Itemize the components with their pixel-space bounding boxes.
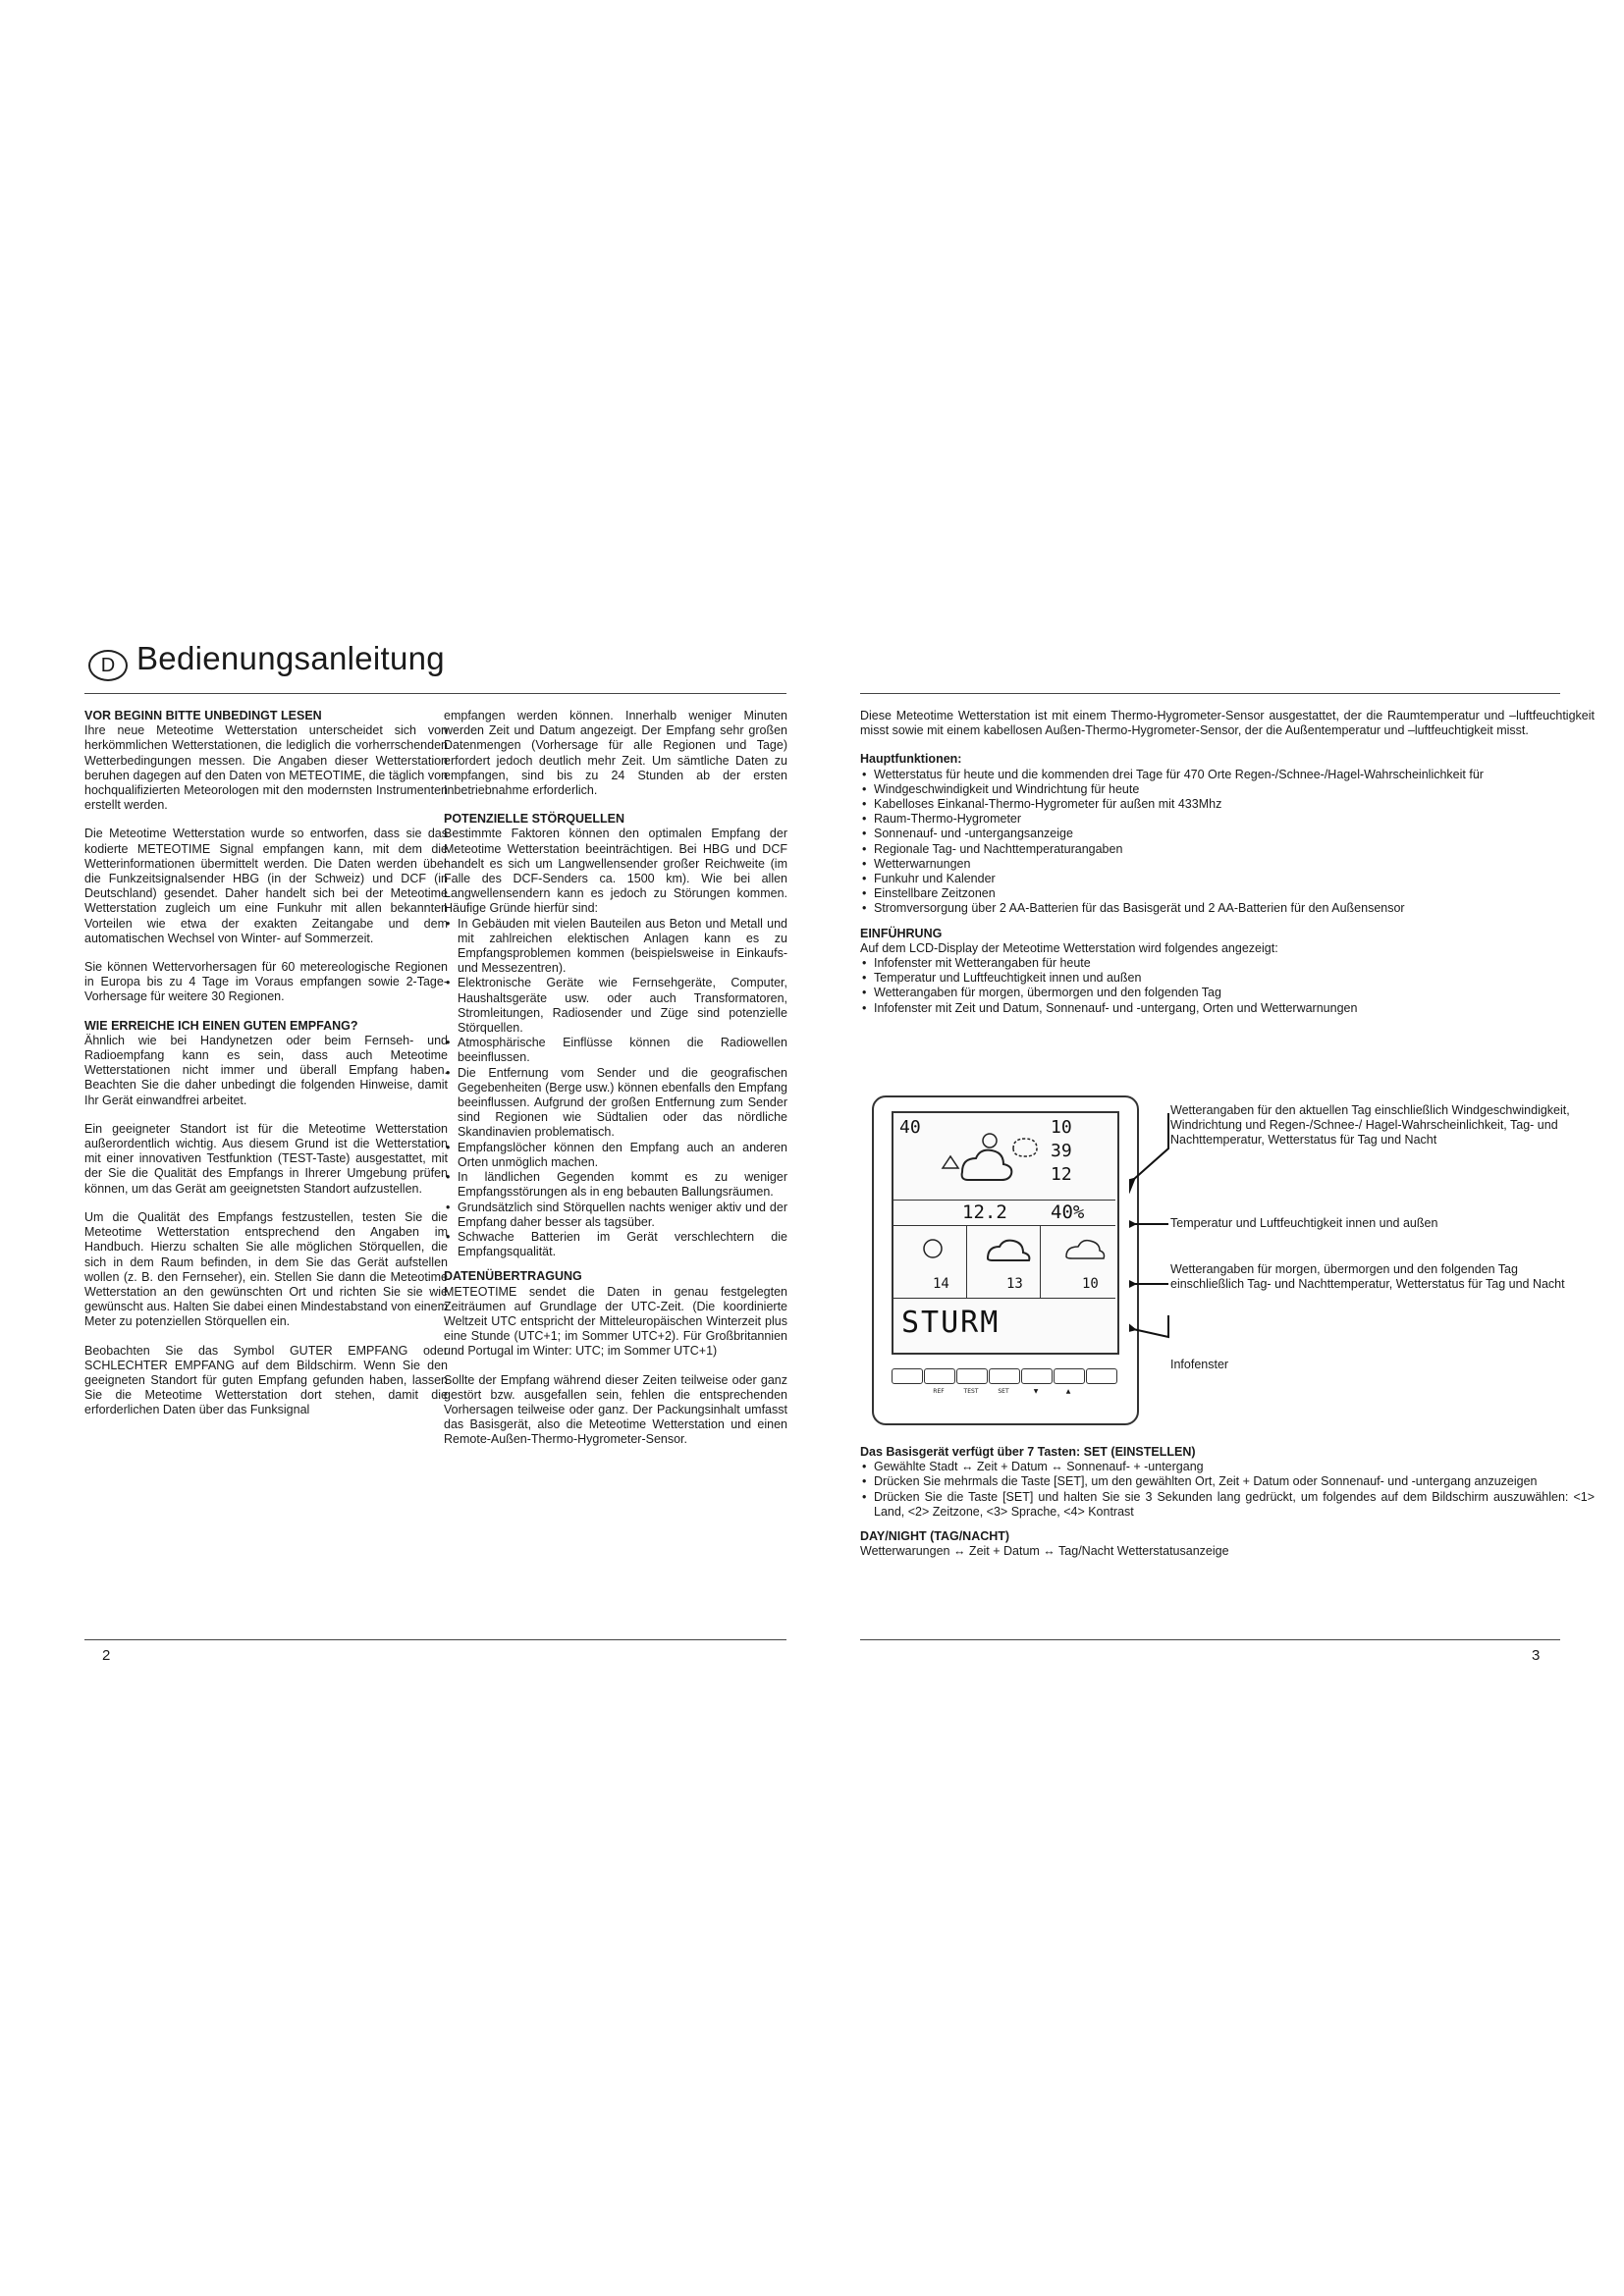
paragraph: Die Meteotime Wetterstation wurde so entworfen, dass sie das kodierte METEOTIME Signal empfangen kann, mit dem die Wetterinformationen übermittelt werden. Die Daten werden über die Funkzeitsignalsender HBG (in der Schweiz) und DCF (in Deutschland) gesendet. Daher handelt sich bei der Meteotime Wetterstation zugleich um eine Funkuhr mit allen bekannten Vorteilen wie etwa der exakten Zeitangabe und dem automatischen Wechsel von Winter- auf Sommerzeit. [84,827,448,945]
bottom-rule-left [84,1639,786,1640]
paragraph: Ihre neue Meteotime Wetterstation unterscheidet sich von herkömmlichen Wetterstationen, die lediglich die vorherrschenden Wetterbedingungen messen. Die Angaben dieser Wetterstation beruhen dagegen auf den Daten von METEOTIME, die täglich von hochqualifizierten Meteorologen mit den modernsten Instrumenten erstellt werden. [84,723,448,813]
today-value-2: 39 [1051,1141,1072,1161]
paragraph: Ähnlich wie bei Handynetzen oder beim Fernseh- und Radioempfang kann es sein, dass auch Meteotime Wetterstationen nicht immer und überall Empfang haben. Beachten Sie die daher unbedingt die folgenden Hinweise, damit Ihr Gerät einwandfrei arbeitet. [84,1033,448,1107]
list-item: • Schwache Batterien im Gerät verschlechtern die Empfangsqualität. [444,1230,787,1259]
list-item: • Windgeschwindigkeit und Windrichtung für heute [860,782,1595,797]
device-button-label: ▲ [1065,1388,1071,1395]
paragraph: Um die Qualität des Empfangs festzustellen, testen Sie die Meteotime Wetterstation entsprechend den Angaben im Handbuch. Hierzu schalten Sie alle möglichen Störquellen, die sich in dem Raum befinden, in dem Sie das Gerät aufstellen wollen (z. B. den Fernseher), ein. Stellen Sie dann die Meteotime Wetterstation an den gewünschten Ort und richten Sie sie wie gewünscht aus. Halten Sie dabei einen Mindestabstand von einem Meter zu potenziellen Störquellen ein. [84,1209,448,1329]
list-item: • Regionale Tag- und Nachttemperaturangaben [860,842,1595,857]
introduction-list [860,956,1595,1016]
top-rule-right [860,693,1560,694]
list-item: • Wetterwarnungen [860,857,1595,872]
forecast-weather-icons [903,1229,1110,1272]
keys-heading: Das Basisgerät verfügt über 7 Tasten: SET (EINSTELLEN) [860,1445,1196,1459]
forecast-day-3-temp: 10 [1082,1276,1099,1292]
section-heading: DATENÜBERTRAGUNG [444,1269,582,1284]
lcd-screen [892,1111,1119,1355]
wind-speed: 40 [899,1117,921,1138]
list-item: • Drücken Sie die Taste [SET] und halten Sie sie 3 Sekunden lang gedrückt, um folgendes auf dem Bildschirm auszuwählen: <1> Land, <2> Zeitzone, <3> Sprache, <4> Kontrast [860,1490,1595,1520]
list-item: • Sonnenauf- und -untergangsanzeige [860,827,1595,841]
list-item: • Temperatur und Luftfeuchtigkeit innen und außen [860,971,1595,986]
indoor-temperature: 12.2 [962,1201,1007,1223]
callout-today: Wetterangaben für den aktuellen Tag einschließlich Windgeschwindigkeit, Windrichtung und Regen-/Schnee-/ Hagel-Wahrscheinlichkeit, Tag- und Nachttemperatur, Wetterstatus für Tag und Nacht [1170,1103,1570,1148]
paragraph: Bestimmte Faktoren können den optimalen Empfang der Meteotime Wetterstation beeinträchtigen. Bei HBG und DCF handelt es sich um Langwellensender großer Reichweite (im Falle des DCF-Senders ca. 1500 km). Wie bei allen Langwellensendern kann es jedoch zu Störungen kommen. Häufige Gründe hierfür sind: [444,827,787,916]
paragraph: empfangen werden können. Innerhalb weniger Minuten werden Zeit und Datum angezeigt. Der Empfang sehr großen Datenmengen (Vorhersage für alle Regionen und Tage) erfordert jedoch deutlich mehr Zeit. Um sämtliche Daten zu empfangen, sind bis zu 24 Stunden ab der ersten Inbetriebnahme erforderlich. [444,709,787,798]
right-page-bottom [860,1445,1595,1559]
left-page-column-2 [444,709,787,1462]
list-item: • Einstellbare Zeitzonen [860,886,1595,901]
paragraph: Ein geeigneter Standort ist für die Meteotime Wetterstation außerordentlich wichtig. Aus diesem Grund ist die Wetterstation mit einer innovativen Testfunktion (TEST-Taste) ausgestattet, mit der Sie die Qualität des Empfangs in Ihrerer Umgebung prüfen können, um das Gerät am geeignetsten Standort aufzustellen. [84,1121,448,1196]
forecast-day-2-temp: 13 [1006,1276,1023,1292]
list-item: • Empfangslöcher können den Empfang auch an anderen Orten unmöglich machen. [444,1141,787,1170]
callout-forecast: Wetterangaben für morgen, übermorgen und den folgenden Tag einschließlich Tag- und Nachttemperatur, Wetterstatus für Tag und Nacht [1170,1262,1565,1292]
list-item: • Infofenster mit Wetterangaben für heute [860,956,1595,971]
today-weather-icon [933,1127,1041,1188]
device-button [1054,1368,1085,1384]
list-item: • Die Entfernung vom Sender und die geografischen Gegebenheiten (Berge usw.) können ebenfalls den Empfang beeinflussen. Aufgrund der großen Entfernung zum Sender sind Regionen wie Südtalien oder das nördliche Skandinavien problematisch. [444,1066,787,1141]
info-window-text: STURM [901,1306,1001,1340]
device-button-label: ▼ [1033,1388,1039,1395]
list-item: • In Gebäuden mit vielen Bauteilen aus Beton und Metall und mit zahlreichen elektischen Anlagen kann es zu Empfangsproblemen kommen (beispielsweise in Einkaufs- und Messezentren). [444,917,787,977]
list-item: • Kabelloses Einkanal-Thermo-Hygrometer für außen mit 433Mhz [860,797,1595,812]
bullet-list [444,917,787,1260]
list-item: • Wetterstatus für heute und die kommenden drei Tage für 470 Orte Regen-/Schnee-/Hagel-Wahrscheinlichkeit für [860,768,1595,782]
daynight-text: Wetterwarungen ↔ Zeit + Datum ↔ Tag/Nacht Wetterstatusanzeige [860,1544,1229,1559]
paragraph: Sie können Wettervorhersagen für 60 metereologische Regionen in Europa bis zu 4 Tage im Voraus empfangen sowie 2-Tage-Vorhersage für weitere 30 Regionen. [84,960,448,1004]
list-item: • Raum-Thermo-Hygrometer [860,812,1595,827]
list-item: • Elektronische Geräte wie Fernsehgeräte, Computer, Haushaltsgeräte usw. oder auch Transformatoren, Stromleitungen, Radiosender und Züge sind potenzielle Störquellen. [444,976,787,1036]
callout-indoor-outdoor: Temperatur und Luftfeuchtigkeit innen und außen [1170,1216,1438,1230]
section-heading: VOR BEGINN BITTE UNBEDINGT LESEN [84,709,322,722]
device-button [956,1368,988,1384]
today-value-3: 12 [1051,1164,1072,1185]
device-button-label: REF [933,1388,945,1395]
list-item: • Wetterangaben für morgen, übermorgen und den folgenden Tag [860,986,1595,1000]
page-number-left: 2 [102,1647,111,1664]
list-item: • Stromversorgung über 2 AA-Batterien für das Basisgerät und 2 AA-Batterien für den Außensensor [860,901,1595,916]
callout-arrows [1129,1109,1173,1345]
device-button [1021,1368,1053,1384]
list-item: • In ländlichen Gegenden kommt es zu weniger Empfangsstörungen als in eng bebauten Ballungsräumen. [444,1170,787,1200]
today-value-1: 10 [1051,1117,1072,1138]
callout-info-window: Infofenster [1170,1358,1229,1371]
left-page-column-1 [84,709,448,1432]
paragraph: METEOTIME sendet die Daten in genau festgelegten Zeiträumen auf Grundlage der UTC-Zeit. (Die koordinierte Weltzeit UTC entspricht der Mitteleuropäischen Winterzeit plus eine Stunde (UTC+1; im Sommer UTC+2). Für Großbritannien und Portugal im Winter: UTC; im Sommer UTC+1) [444,1284,787,1359]
section-heading: POTENZIELLE STÖRQUELLEN [444,812,625,827]
device-button [989,1368,1020,1384]
section-heading: WIE ERREICHE ICH EINEN GUTEN EMPFANG? [84,1018,358,1033]
paragraph: Sollte der Empfang während dieser Zeiten teilweise oder ganz gestört bzw. ausgefallen sein, fehlen die entsprechenden Vorhersagen teilweise oder ganz. Der Packungsinhalt umfasst das Basisgerät, also die Meteotime Wetterstation und einen Remote-Außen-Thermo-Hygrometer-Sensor. [444,1372,787,1447]
device-button-label: SET [998,1388,1009,1395]
indoor-humidity: 40% [1051,1201,1085,1223]
right-page-top [860,709,1595,1026]
intro-paragraph: Diese Meteotime Wetterstation ist mit einem Thermo-Hygrometer-Sensor ausgestattet, der die Raumtemperatur und –luftfeuchtigkeit misst sowie mit einem kabellosen Außen-Thermo-Hygrometer-Sensor, der die Außentemperatur und –luftfeuchtigkeit misst. [860,709,1595,738]
device-button-row [888,1368,1119,1412]
page-title: Bedienungsanleitung [136,640,445,676]
device-button [892,1368,923,1384]
introduction-heading: EINFÜHRUNG [860,926,943,940]
functions-heading: Hauptfunktionen: [860,752,962,767]
paragraph: Beobachten Sie das Symbol GUTER EMPFANG oder SCHLECHTER EMPFANG auf dem Bildschirm. Wenn Sie den geeigneten Standort für guten Empfang gefunden haben, lassen Sie die Meteotime Wetterstation dort stehen, damit die erforderlichen Daten über das Funksignal [84,1343,448,1417]
list-item: • Funkuhr und Kalender [860,872,1595,886]
list-item: • Infofenster mit Zeit und Datum, Sonnenauf- und -untergang, Orten und Wetterwarnungen [860,1001,1595,1016]
list-item: • Atmosphärische Einflüsse können die Radiowellen beeinflussen. [444,1036,787,1065]
page-number-right: 3 [1532,1647,1541,1664]
bottom-rule-right [860,1639,1560,1640]
introduction-text: Auf dem LCD-Display der Meteotime Wetterstation wird folgendes angezeigt: [860,940,1278,955]
top-rule-left [84,693,786,694]
functions-list [860,768,1595,917]
language-badge: D [88,650,128,681]
device-button [924,1368,955,1384]
forecast-day-1-temp: 14 [933,1276,949,1292]
keys-list [860,1460,1595,1520]
list-item: • Drücken Sie mehrmals die Taste [SET], um den gewählten Ort, Zeit + Datum oder Sonnenauf- und -untergang anzuzeigen [860,1474,1595,1489]
list-item: • Gewählte Stadt ↔ Zeit + Datum ↔ Sonnenauf- + -untergang [860,1460,1595,1474]
device-button [1086,1368,1117,1384]
daynight-heading: DAY/NIGHT (TAG/NACHT) [860,1529,1010,1544]
list-item: • Grundsätzlich sind Störquellen nachts weniger aktiv und der Empfang daher besser als tagsüber. [444,1201,787,1230]
device-button-label: TEST [963,1388,979,1395]
weather-station-illustration [872,1095,1139,1425]
